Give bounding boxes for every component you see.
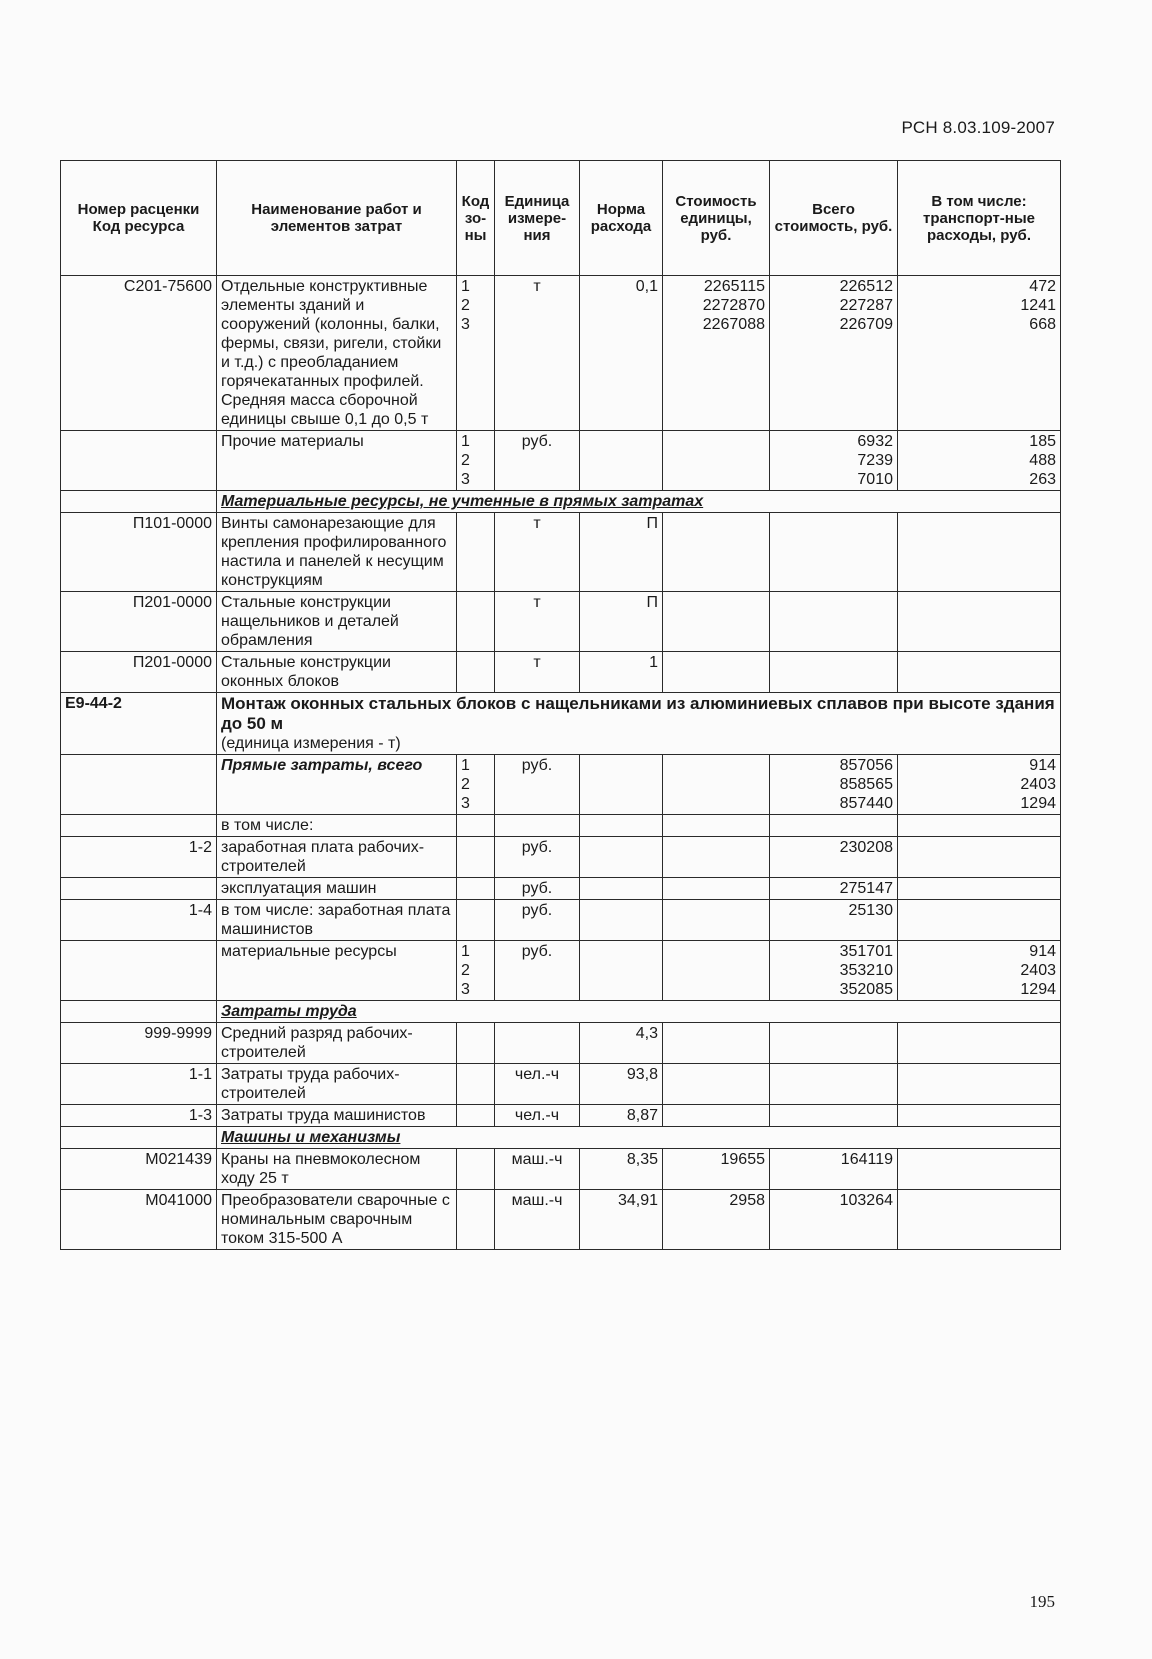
header-transport: В том числе: транспорт-ные расходы, руб. bbox=[898, 161, 1061, 276]
row-norm: П bbox=[580, 592, 663, 652]
row-unit: руб. bbox=[495, 755, 580, 815]
row-name: Затраты труда машинистов bbox=[217, 1105, 457, 1127]
table-row bbox=[61, 1064, 1061, 1105]
table-row bbox=[61, 1105, 1061, 1127]
row-name: Затраты труда рабочих-строителей bbox=[217, 1064, 457, 1105]
row-norm bbox=[580, 431, 663, 491]
table-row bbox=[61, 837, 1061, 878]
row-total: 275147 bbox=[770, 878, 898, 900]
header-unit-cost: Стоимость единицы, руб. bbox=[663, 161, 770, 276]
row-code: С201-75600 bbox=[61, 276, 217, 431]
row-name: заработная плата рабочих-строителей bbox=[217, 837, 457, 878]
table-row bbox=[61, 652, 1061, 693]
table-row bbox=[61, 1149, 1061, 1190]
row-unit: руб. bbox=[495, 837, 580, 878]
row-norm: 8,35 bbox=[580, 1149, 663, 1190]
row-unit: чел.-ч bbox=[495, 1064, 580, 1105]
table-row bbox=[61, 592, 1061, 652]
row-norm: 1 bbox=[580, 652, 663, 693]
table-header-row bbox=[61, 161, 1061, 276]
row-totals: 6932 7239 7010 bbox=[770, 431, 898, 491]
row-unit: руб. bbox=[495, 941, 580, 1001]
section-title-materials: Материальные ресурсы, не учтенные в прямых затратах bbox=[217, 491, 1061, 513]
row-unit: маш.-ч bbox=[495, 1149, 580, 1190]
row-unit: т bbox=[495, 276, 580, 431]
header-name: Наименование работ и элементов затрат bbox=[217, 161, 457, 276]
row-code: М021439 bbox=[61, 1149, 217, 1190]
row-name: эксплуатация машин bbox=[217, 878, 457, 900]
row-totals: 351701 353210 352085 bbox=[770, 941, 898, 1001]
row-name: в том числе: заработная плата машинистов bbox=[217, 900, 457, 941]
row-unit: руб. bbox=[495, 431, 580, 491]
row-norm: 8,87 bbox=[580, 1105, 663, 1127]
row-name: Средний разряд рабочих-строителей bbox=[217, 1023, 457, 1064]
row-unit-cost: 2958 bbox=[663, 1190, 770, 1250]
table-row bbox=[61, 900, 1061, 941]
row-totals: 857056 858565 857440 bbox=[770, 755, 898, 815]
norm-heading bbox=[217, 693, 1061, 755]
row-unit: руб. bbox=[495, 900, 580, 941]
row-code: 1-4 bbox=[61, 900, 217, 941]
row-total: 230208 bbox=[770, 837, 898, 878]
row-code: М041000 bbox=[61, 1190, 217, 1250]
row-unit: т bbox=[495, 652, 580, 693]
row-code: 1-1 bbox=[61, 1064, 217, 1105]
section-title-labor: Затраты труда bbox=[217, 1001, 1061, 1023]
section-row bbox=[61, 1001, 1061, 1023]
row-unit: чел.-ч bbox=[495, 1105, 580, 1127]
row-norm: 34,91 bbox=[580, 1190, 663, 1250]
row-code: 999-9999 bbox=[61, 1023, 217, 1064]
document-code: РСН 8.03.109-2007 bbox=[901, 118, 1055, 137]
norm-heading-row bbox=[61, 693, 1061, 755]
table-row bbox=[61, 431, 1061, 491]
row-unit: маш.-ч bbox=[495, 1190, 580, 1250]
row-unit: руб. bbox=[495, 878, 580, 900]
header-zone: Код зо-ны bbox=[457, 161, 495, 276]
row-zones: 1 2 3 bbox=[457, 941, 495, 1001]
table-row bbox=[61, 755, 1061, 815]
row-name: Прочие материалы bbox=[217, 431, 457, 491]
row-total: 164119 bbox=[770, 1149, 898, 1190]
row-name: Краны на пневмоколесном ходу 25 т bbox=[217, 1149, 457, 1190]
header-total-cost: Всего стоимость, руб. bbox=[770, 161, 898, 276]
row-norm: 0,1 bbox=[580, 276, 663, 431]
row-unit-costs: 2265115 2272870 2267088 bbox=[663, 276, 770, 431]
row-zones: 1 2 3 bbox=[457, 431, 495, 491]
row-total: 103264 bbox=[770, 1190, 898, 1250]
row-unit: т bbox=[495, 592, 580, 652]
row-name: Винты самонарезающие для крепления профилированного настила и панелей к несущим конструкциям bbox=[217, 513, 457, 592]
table-row bbox=[61, 276, 1061, 431]
row-unit-cost: 19655 bbox=[663, 1149, 770, 1190]
row-transport: 185 488 263 bbox=[898, 431, 1061, 491]
row-unit: т bbox=[495, 513, 580, 592]
section-title-machines: Машины и механизмы bbox=[217, 1127, 1061, 1149]
row-name: Стальные конструкции нащельников и деталей обрамления bbox=[217, 592, 457, 652]
row-transport: 914 2403 1294 bbox=[898, 755, 1061, 815]
row-name: в том числе: bbox=[217, 815, 457, 837]
row-norm: 93,8 bbox=[580, 1064, 663, 1105]
norm-unit-note: (единица измерения - т) bbox=[221, 735, 401, 752]
row-name: Прямые затраты, всего bbox=[217, 755, 457, 815]
row-totals: 226512 227287 226709 bbox=[770, 276, 898, 431]
table-row bbox=[61, 1023, 1061, 1064]
row-transport: 472 1241 668 bbox=[898, 276, 1061, 431]
norm-code: Е9-44-2 bbox=[61, 693, 217, 755]
table-row bbox=[61, 941, 1061, 1001]
row-name: Стальные конструкции оконных блоков bbox=[217, 652, 457, 693]
page-number: 195 bbox=[1029, 1592, 1055, 1611]
row-norm: 4,3 bbox=[580, 1023, 663, 1064]
row-name: Отдельные конструктивные элементы зданий и сооружений (колонны, балки, фермы, связи, ригели, стойки и т.д.) с преобладанием горячекатанных профилей. Средняя масса сборочной единицы свыше 0,1 до 0,5 т bbox=[217, 276, 457, 431]
row-total: 25130 bbox=[770, 900, 898, 941]
row-code: П201-0000 bbox=[61, 592, 217, 652]
row-transport: 914 2403 1294 bbox=[898, 941, 1061, 1001]
section-row bbox=[61, 1127, 1061, 1149]
row-code: 1-3 bbox=[61, 1105, 217, 1127]
header-norm: Норма расхода bbox=[580, 161, 663, 276]
norms-table bbox=[60, 160, 1061, 1250]
row-zones: 1 2 3 bbox=[457, 755, 495, 815]
section-row bbox=[61, 491, 1061, 513]
table-row bbox=[61, 815, 1061, 837]
table-row bbox=[61, 513, 1061, 592]
table-row bbox=[61, 878, 1061, 900]
row-name: материальные ресурсы bbox=[217, 941, 457, 1001]
row-code: П101-0000 bbox=[61, 513, 217, 592]
table-row bbox=[61, 1190, 1061, 1250]
norm-title: Монтаж оконных стальных блоков с нащельниками из алюминиевых сплавов при высоте здания до 50 м bbox=[221, 694, 1055, 733]
row-unit-costs bbox=[663, 431, 770, 491]
header-code: Номер расценки Код ресурса bbox=[61, 161, 217, 276]
row-code: 1-2 bbox=[61, 837, 217, 878]
header-unit: Единица измере-ния bbox=[495, 161, 580, 276]
row-code bbox=[61, 431, 217, 491]
row-norm: П bbox=[580, 513, 663, 592]
row-name: Преобразователи сварочные с номинальным сварочным током 315-500 А bbox=[217, 1190, 457, 1250]
row-code: П201-0000 bbox=[61, 652, 217, 693]
row-zones: 1 2 3 bbox=[457, 276, 495, 431]
